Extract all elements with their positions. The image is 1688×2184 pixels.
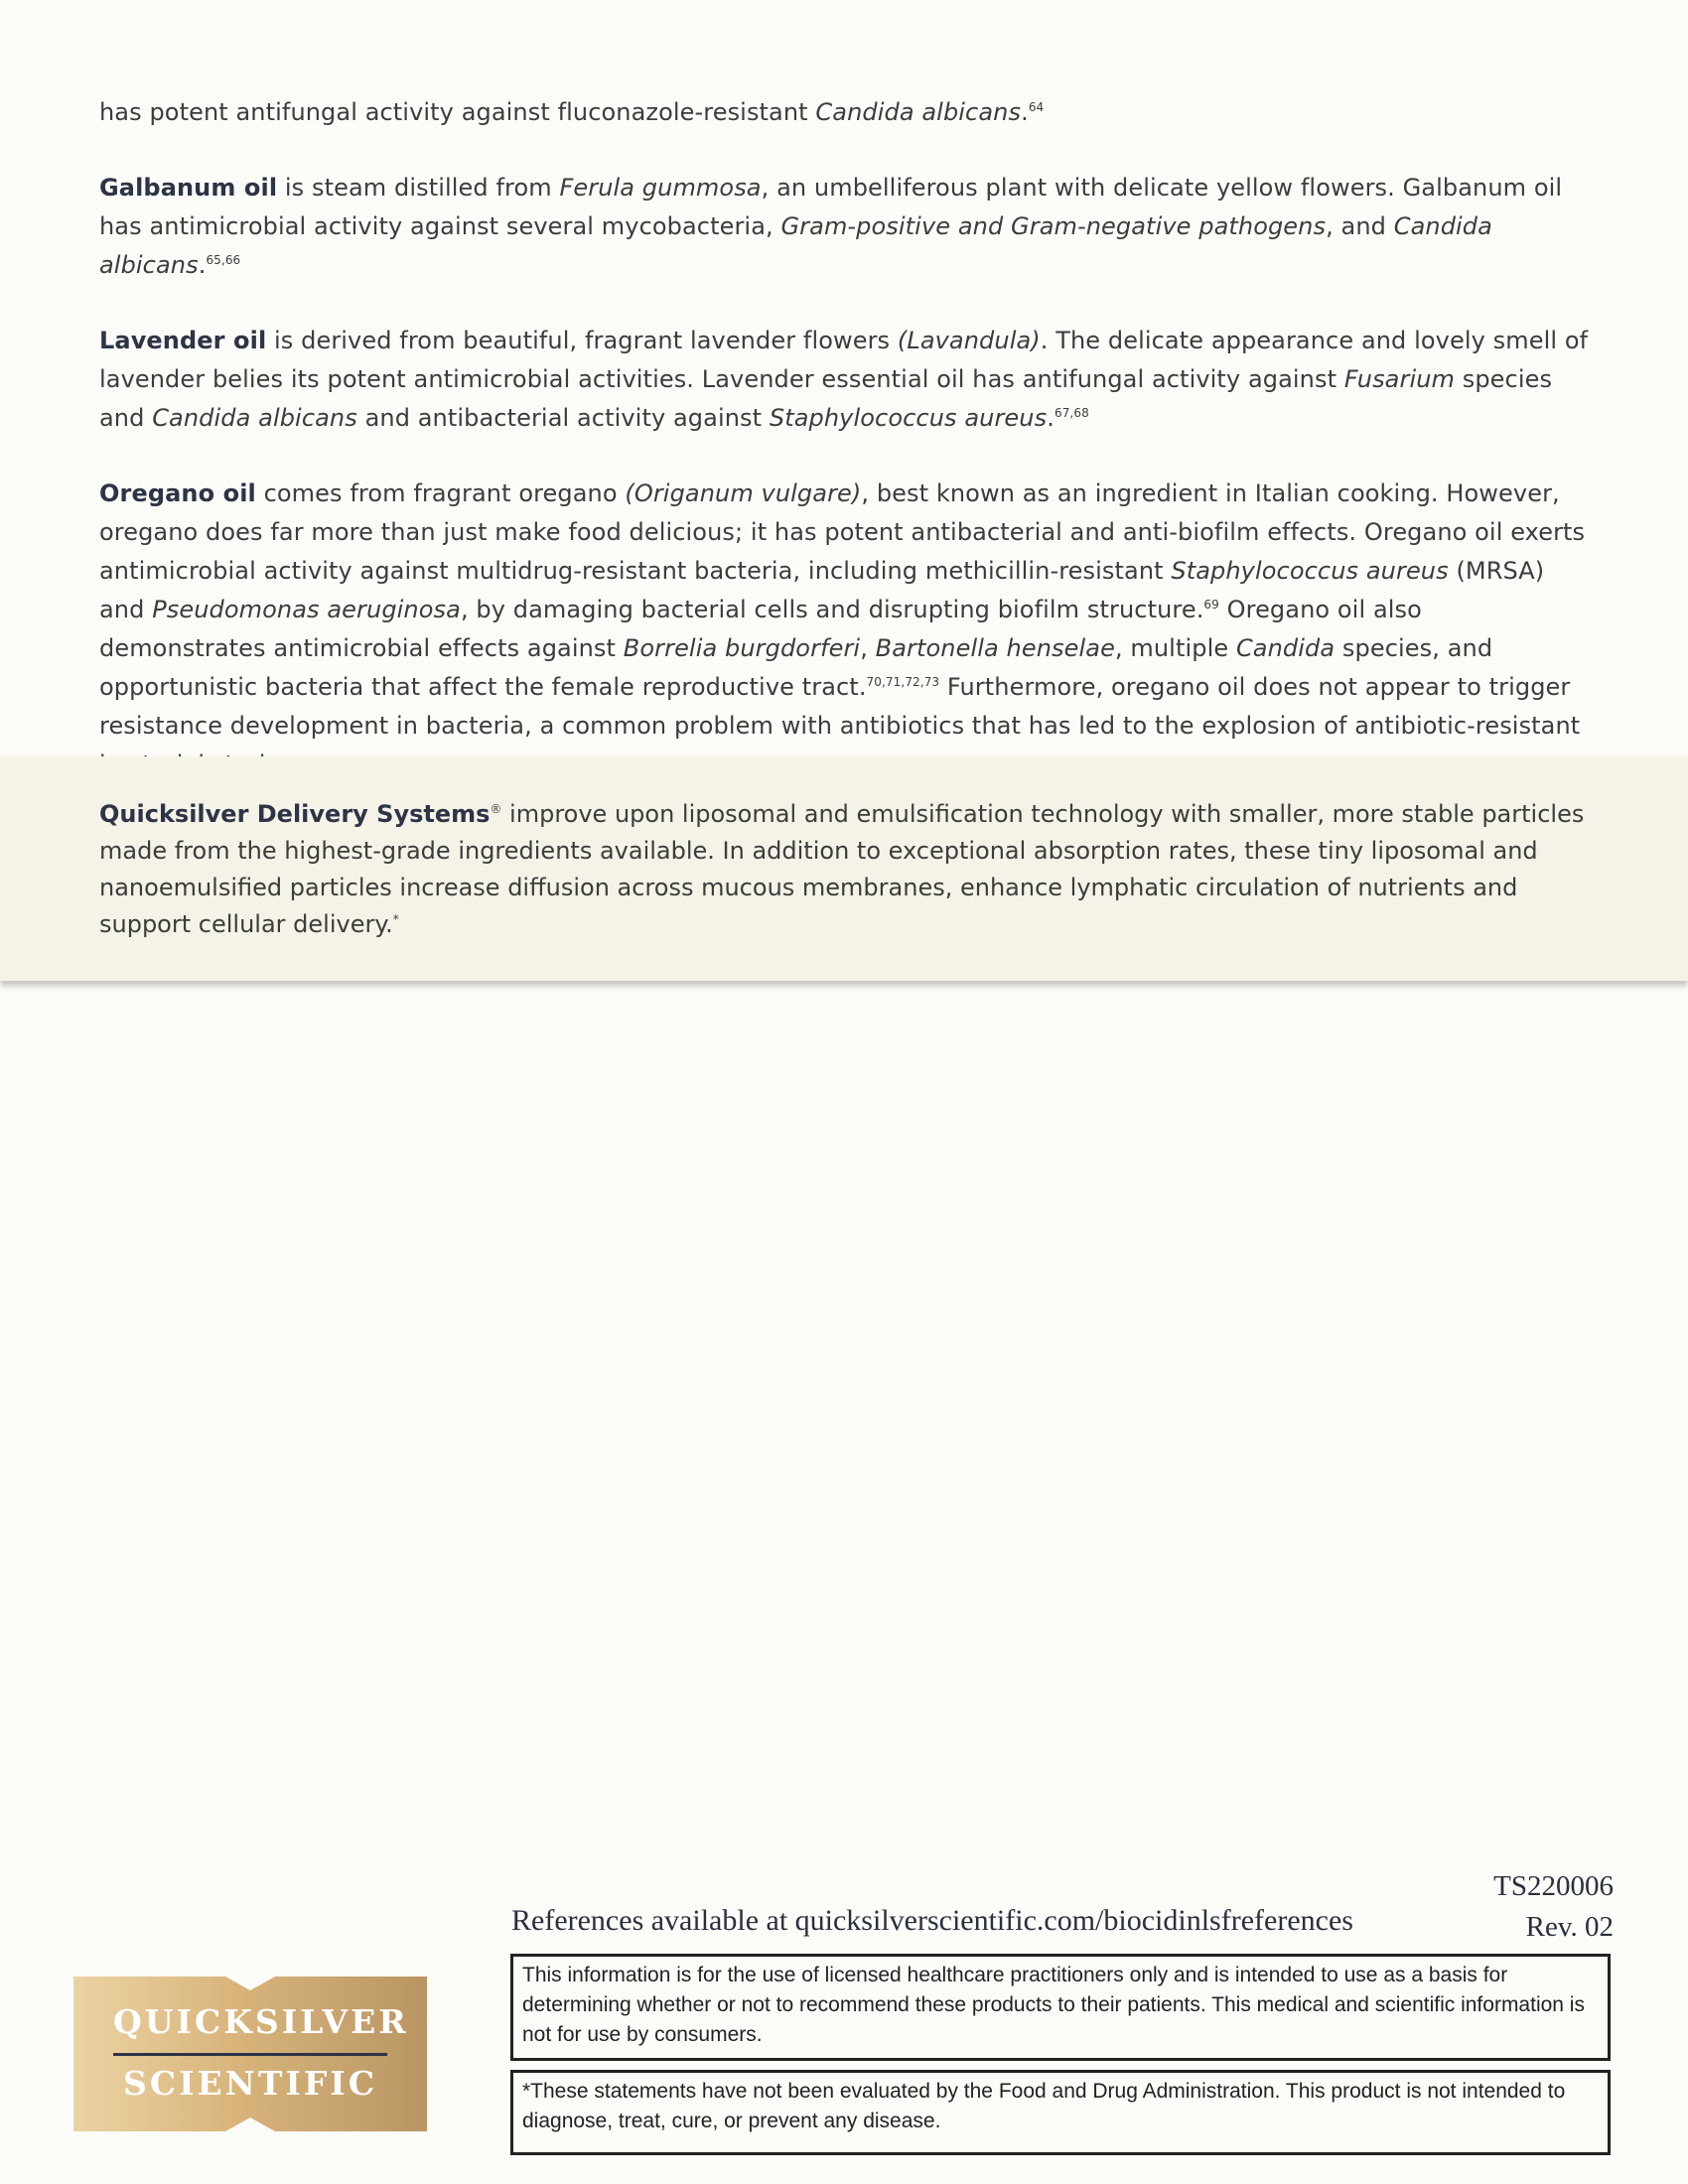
text: , multiple — [1114, 634, 1236, 662]
species-name: (Origanum vulgare) — [625, 479, 862, 507]
paragraph-oregano — [99, 475, 1594, 784]
text: Furthermore, oregano oil does not appear to trigger resistance development in bacteria, a common problem with antibiotics that has led to the explosion of antibiotic-resistant — [99, 673, 1581, 740]
species-name: Candida albicans — [99, 212, 1492, 279]
text: (MRSA) and — [99, 557, 1545, 623]
species-name: Candida albicans — [152, 404, 357, 432]
term-oregano-oil: Oregano oil — [99, 479, 256, 507]
text: is derived from beautiful, fragrant lavender flowers — [266, 327, 898, 354]
logo-notch — [225, 2117, 275, 2131]
species-name: Candida — [1235, 634, 1336, 662]
delivery-systems-band — [0, 756, 1688, 981]
text: , best known as an ingredient in Italian cooking. However, oregano does far more than just make food delicious; it has potent antibacterial and anti-biofilm effects. Oregano oil exerts antimicrobial activity against multidrug-resistant bacteria, including methicillin-resistant — [99, 479, 1586, 585]
asterisk: * — [392, 912, 399, 926]
paragraph-galbanum — [99, 169, 1594, 285]
article-body — [99, 93, 1594, 821]
species-name: Pseudomonas aeruginosa — [152, 596, 461, 623]
document-code: TS220006 — [1493, 1870, 1614, 1902]
logo-divider — [113, 2053, 387, 2056]
text: Oregano oil also demonstrates antimicrobial effects against — [99, 596, 1422, 662]
species-name: Staphylococcus aureus — [769, 404, 1048, 432]
logo-notch — [225, 1977, 275, 1990]
document-code-block — [1493, 1866, 1614, 1948]
text: has potent antifungal activity against fluconazole-resistant — [99, 98, 816, 126]
fda-disclaimer: *These statements have not been evaluated by the Food and Drug Administration. This product is not intended to diagnose, treat, cure, or prevent any disease. — [510, 2070, 1611, 2155]
citation: 64 — [1028, 100, 1045, 114]
species-name: (Lavandula) — [897, 327, 1041, 354]
text: , by damaging bacterial cells and disrupting biofilm structure. — [460, 596, 1204, 623]
species-name: Candida albicans — [815, 98, 1022, 126]
term-delivery-systems: Quicksilver Delivery Systems — [99, 800, 491, 828]
citation: 65,66 — [206, 253, 241, 267]
species-name: Ferula gummosa — [559, 174, 762, 202]
text: . The delicate appearance and lovely smell of lavender belies its potent antimicrobial activities. Lavender essential oil has antifungal activity against — [99, 327, 1589, 393]
registered-mark: ® — [490, 802, 502, 816]
revision-label: Rev. 02 — [1525, 1911, 1614, 1943]
citation: 67,68 — [1054, 406, 1089, 420]
paragraph-fluconazole — [99, 93, 1594, 132]
text: . — [1047, 404, 1055, 432]
practitioner-notice: This information is for the use of licensed healthcare practitioners only and is intended to use as a basis for determining whether or not to recommend these products to their patients. This medical and scientific information is not for use by consumers. — [510, 1954, 1611, 2061]
species-name: Borrelia burgdorferi — [623, 634, 861, 662]
term-lavender-oil: Lavender oil — [99, 327, 267, 354]
text: comes from fragrant oregano — [255, 479, 626, 507]
term-galbanum-oil: Galbanum oil — [99, 174, 278, 202]
text: improve upon liposomal and emulsification technology with smaller, more stable particles made from the highest-grade ingredients available. In addition to exceptional absorption rates, these tiny liposomal and nanoemulsified particles increase diffusion across mucous membranes, enhance lymphatic circulation of nutrients and support cellular delivery. — [99, 800, 1585, 938]
paragraph-lavender — [99, 322, 1594, 438]
species-name: Staphylococcus aureus — [1171, 557, 1449, 585]
text: and antibacterial activity against — [356, 404, 770, 432]
text: is steam distilled from — [277, 174, 560, 202]
text: . — [198, 251, 207, 279]
citation: 69 — [1203, 598, 1219, 612]
company-logo — [73, 1977, 427, 2131]
species-name: Fusarium — [1343, 365, 1456, 393]
text: , an umbelliferous plant with delicate yellow flowers. Galbanum oil has antimicrobial activity against several mycobacteria, — [99, 174, 1563, 240]
text: species, and opportunistic bacteria that affect the female reproductive tract. — [99, 634, 1493, 701]
logo-text-line2: SCIENTIFIC — [123, 2064, 377, 2103]
species-name: Gram-positive and Gram-negative pathogens — [780, 212, 1327, 240]
text: . — [1021, 98, 1029, 126]
text: species and — [99, 365, 1553, 432]
citation: 70,71,72,73 — [866, 675, 940, 689]
delivery-systems-text — [99, 796, 1594, 943]
text: , — [860, 634, 876, 662]
logo-text-line1: QUICKSILVER — [113, 2002, 409, 2041]
text: , and — [1326, 212, 1394, 240]
species-name: Bartonella henselae — [875, 634, 1115, 662]
references-line: References available at quicksilverscientific.com/biocidinlsfreferences — [511, 1904, 1353, 1937]
